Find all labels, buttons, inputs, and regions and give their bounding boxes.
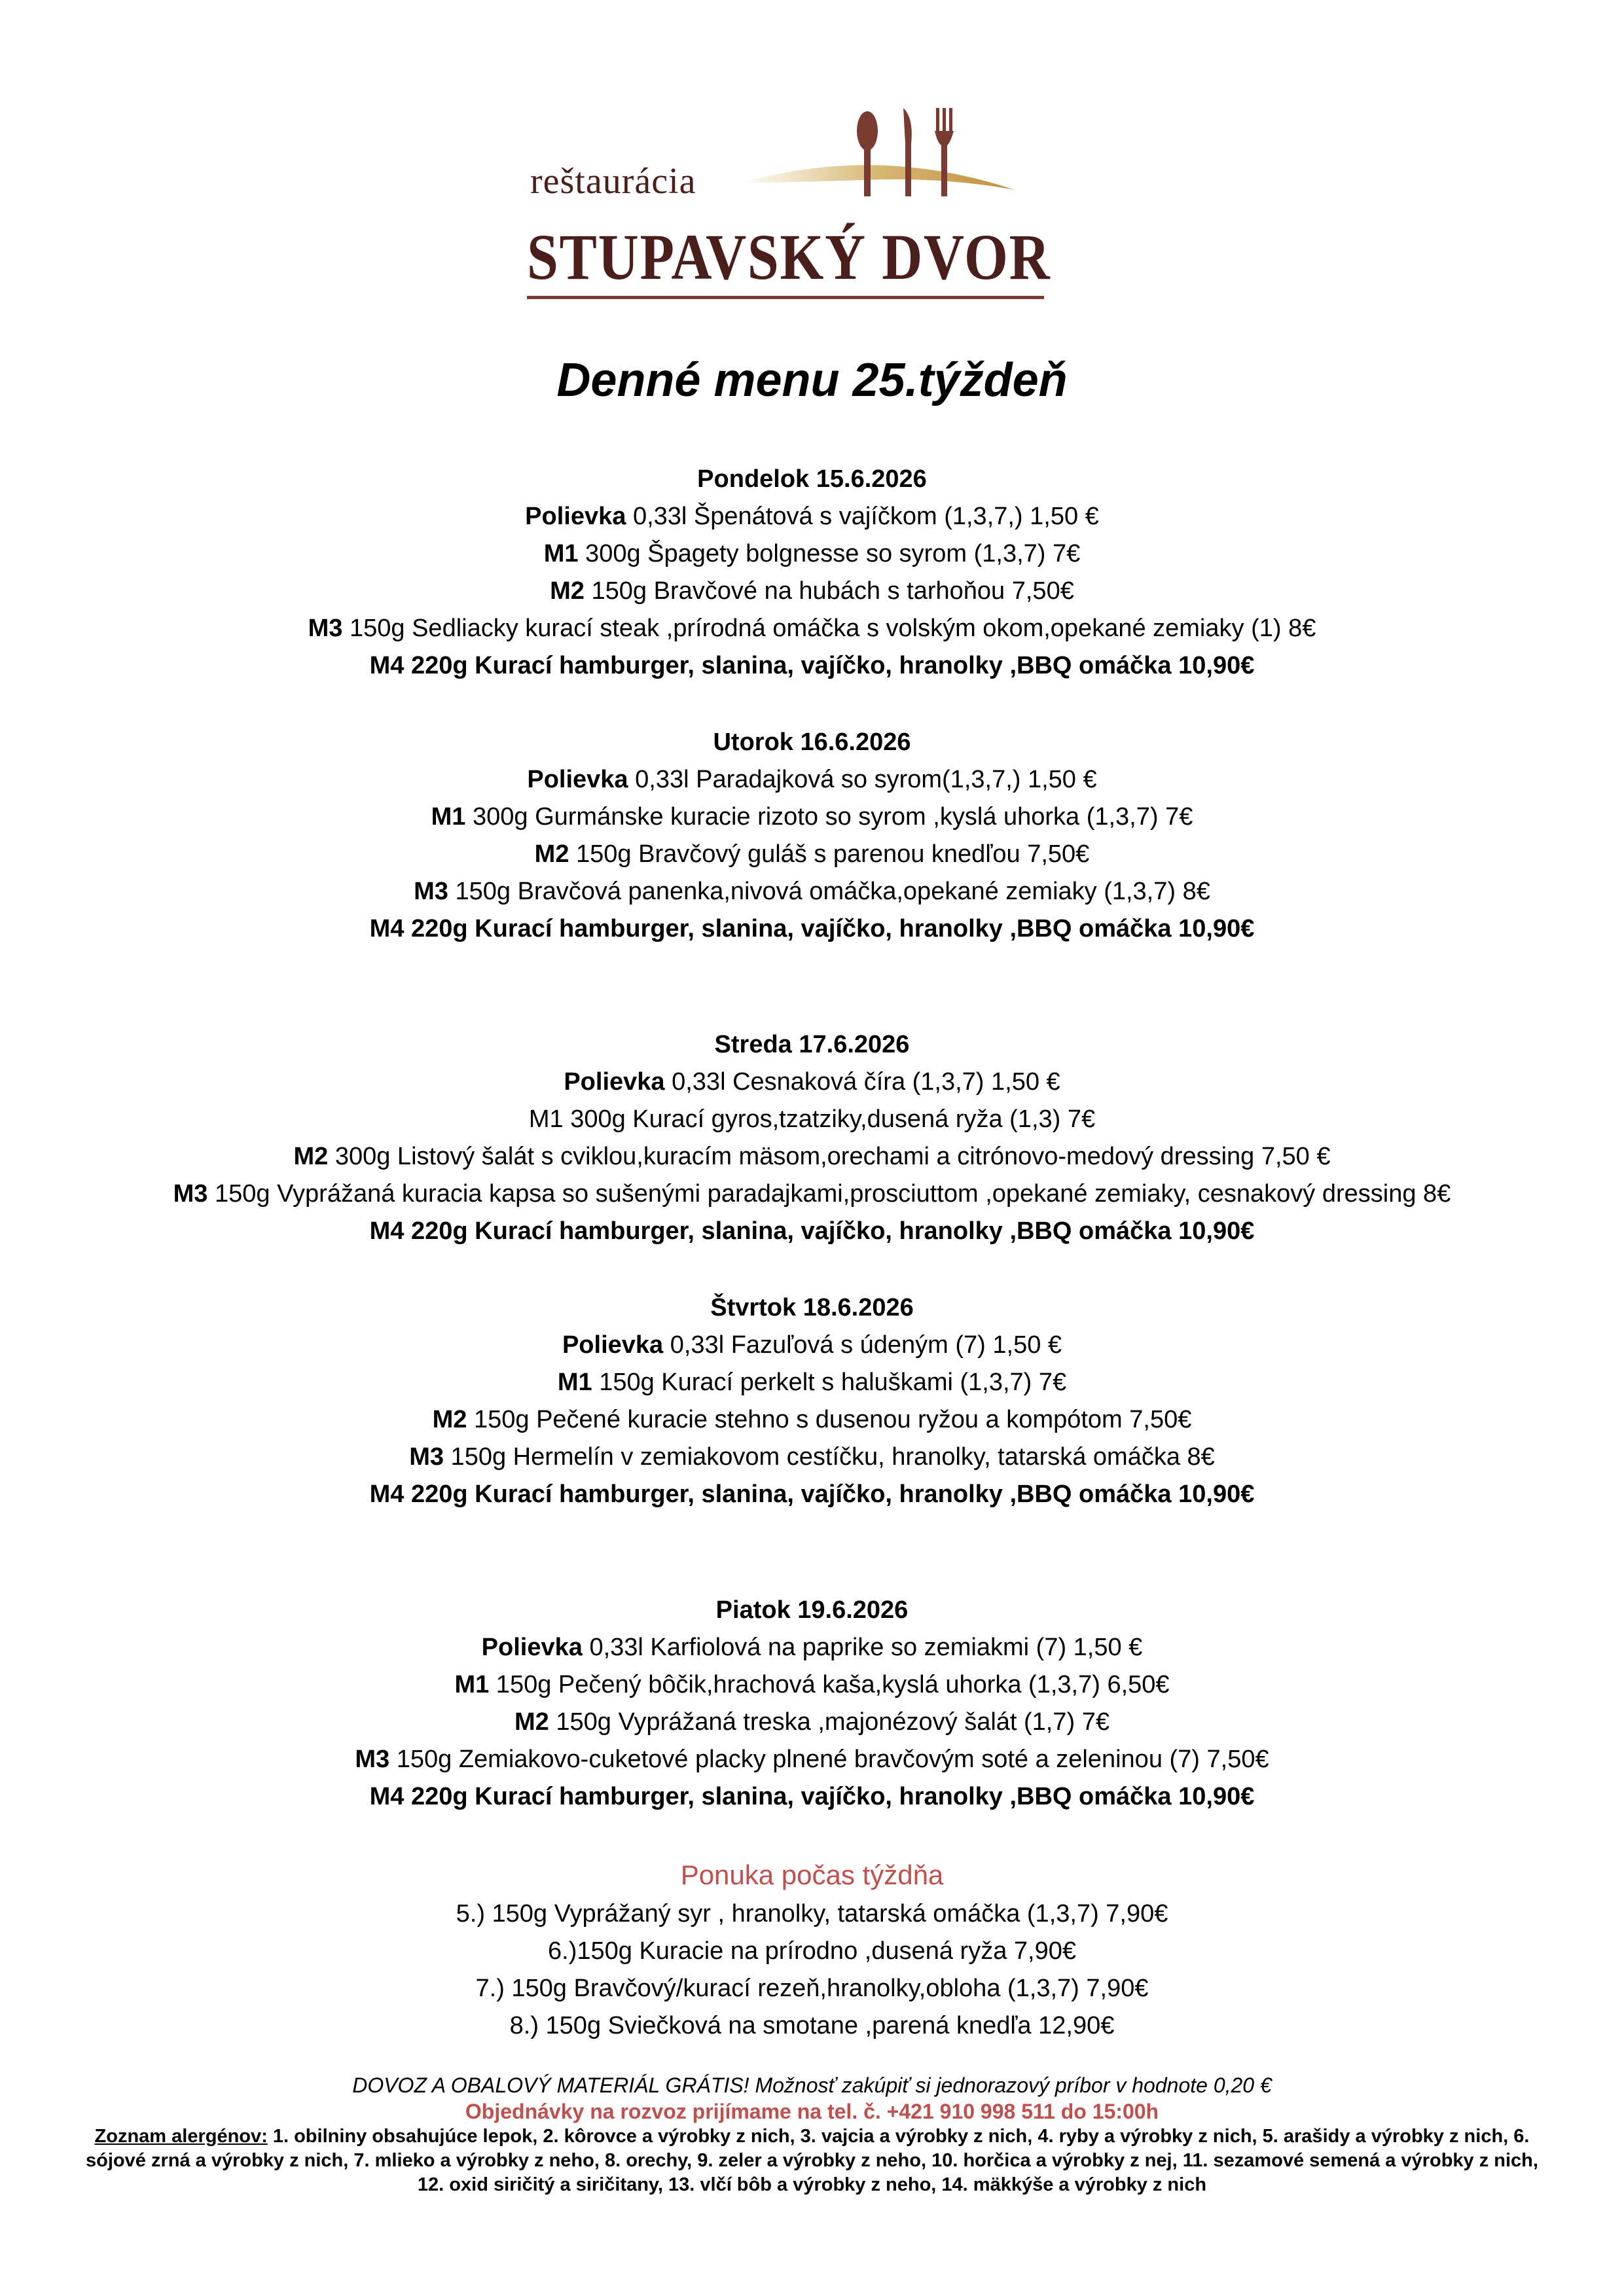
item-text: 300g Špagety bolgnesse so syrom (1,3,7) 7€ [578, 540, 1081, 567]
weekly-offer [0, 1855, 1624, 2045]
day-wednesday [0, 1026, 1624, 1250]
day-heading: Streda 17.6.2026 [714, 1031, 910, 1058]
menu-item [0, 1213, 1624, 1250]
menu-item [0, 798, 1624, 836]
menu-item [0, 1704, 1624, 1741]
item-text: 220g Kurací hamburger, slanina, vajíčko, hranolky ,BBQ omáčka 10,90€ [404, 1783, 1255, 1810]
menu-item [0, 1064, 1624, 1101]
item-text: 220g Kurací hamburger, slanina, vajíčko, hranolky ,BBQ omáčka 10,90€ [404, 652, 1255, 679]
item-label: M3 [414, 878, 448, 905]
item-label: Polievka [481, 1634, 583, 1661]
day-tuesday [0, 724, 1624, 948]
menu-item [0, 761, 1624, 798]
item-label: Polievka [527, 766, 628, 793]
weekly-item: 6.)150g Kuracie na prírodno ,dusená ryža 7,90€ [548, 1937, 1076, 1965]
item-label: M2 [514, 1708, 549, 1736]
weekly-offer-title: Ponuka počas týždňa [680, 1859, 944, 1890]
menu-item [0, 1476, 1624, 1513]
item-text: 220g Kurací hamburger, slanina, vajíčko, hranolky ,BBQ omáčka 10,90€ [404, 1217, 1255, 1245]
item-text: 150g Bravčový guláš s parenou knedľou 7,50€ [569, 840, 1090, 868]
item-text: 150g Vyprážaná treska ,majonézový šalát (1,7) 7€ [549, 1708, 1110, 1736]
item-label: M3 [308, 615, 343, 642]
menu-item [0, 610, 1624, 647]
item-label: M2 [432, 1406, 467, 1433]
day-heading: Štvrtok 18.6.2026 [710, 1294, 914, 1321]
menu-item [0, 1778, 1624, 1816]
menu-item [0, 1401, 1624, 1439]
item-text: 150g Kurací perkelt s haluškami (1,3,7) 7€ [592, 1369, 1067, 1396]
logo-name: STUPAVSKÝ DVOR [527, 221, 1051, 293]
daily-menu [0, 461, 1624, 2045]
day-heading: Utorok 16.6.2026 [713, 728, 911, 756]
item-label: M1 [454, 1671, 490, 1698]
item-text: 150g Sedliacky kurací steak ,prírodná omáčka s volským okom,opekané zemiaky (1) 8€ [342, 615, 1316, 642]
allergen-text: 1. obilniny obsahujúce lepok, 2. kôrovce a výrobky z nich, 3. vajcia a výrobky z nich, 4. ryby a výrobky z nich, 5. arašidy a výrobky z nich, 6. sójové zrná a výrobky z nich, 7. mlieko a výrobky z neho, 8. orechy, 9. zeler a výrobky z neho, 10. horčica a výrobky z nej, 11. sezamové semená a výrobky z nich, 12. oxid siričitý a siričitany, 13. vlčí bôb a výrobky z neho, 14. mäkkýše a výrobky z nich [86, 2126, 1538, 2195]
menu-item [0, 573, 1624, 610]
item-text: 150g Pečené kuracie stehno s dusenou ryžou a kompótom 7,50€ [467, 1406, 1192, 1433]
item-text: 300g Gurmánske kuracie rizoto so syrom ,kyslá uhorka (1,3,7) 7€ [465, 803, 1193, 831]
item-text: 0,33l Špenátová s vajíčkom (1,3,7,) 1,50 € [626, 503, 1099, 530]
day-monday [0, 461, 1624, 685]
order-phone-note: Objednávky na rozvoz prijímame na tel. č. +421 910 998 511 do 15:00h [465, 2100, 1159, 2123]
day-heading: Pondelok 15.6.2026 [697, 465, 927, 493]
item-text: 150g Vyprážaná kuracia kapsa so sušenými paradajkami,prosciuttom ,opekané zemiaky, cesnakový dressing 8€ [208, 1180, 1451, 1208]
restaurant-logo [524, 105, 1051, 308]
menu-item [0, 1327, 1624, 1364]
item-label: M2 [534, 840, 569, 868]
allergen-label: Zoznam alergénov: [94, 2126, 268, 2147]
item-label: M2 [550, 577, 585, 605]
item-label: M3 [409, 1443, 444, 1471]
item-label: M1 [543, 540, 579, 567]
item-label: M4 [369, 1217, 405, 1245]
item-text: 220g Kurací hamburger, slanina, vajíčko, hranolky ,BBQ omáčka 10,90€ [404, 915, 1255, 942]
item-text: 150g Zemiakovo-cuketové placky plnené bravčovým soté a zeleninou (7) 7,50€ [389, 1746, 1269, 1773]
item-label: M4 [369, 1480, 405, 1508]
item-label: M3 [355, 1746, 390, 1773]
weekly-item: 7.) 150g Bravčový/kurací rezeň,hranolky,obloha (1,3,7) 7,90€ [475, 1975, 1149, 2002]
menu-item [0, 1741, 1624, 1778]
item-text: M1 300g Kurací gyros,tzatziky,dusená ryža (1,3) 7€ [528, 1105, 1096, 1133]
item-label: M2 [293, 1143, 329, 1170]
weekly-item: 8.) 150g Sviečková na smotane ,parená knedľa 12,90€ [509, 2012, 1115, 2039]
item-label: M1 [431, 803, 466, 831]
footer [0, 2072, 1624, 2197]
menu-item [0, 535, 1624, 573]
menu-item [0, 1629, 1624, 1666]
item-text: 300g Listový šalát s cviklou,kuracím mäsom,orechami a citrónovo-medový dressing 7,50 € [328, 1143, 1331, 1170]
page-title: Denné menu 25.týždeň [556, 354, 1068, 406]
menu-item [0, 910, 1624, 948]
item-text: 150g Bravčová panenka,nivová omáčka,opekané zemiaky (1,3,7) 8€ [448, 878, 1210, 905]
item-text: 150g Bravčové na hubách s tarhoňou 7,50€ [584, 577, 1074, 605]
item-text: 220g Kurací hamburger, slanina, vajíčko, hranolky ,BBQ omáčka 10,90€ [404, 1480, 1255, 1508]
item-text: 0,33l Cesnaková číra (1,3,7) 1,50 € [664, 1068, 1060, 1096]
menu-item [0, 873, 1624, 910]
menu-item [0, 647, 1624, 685]
day-heading: Piatok 19.6.2026 [715, 1596, 909, 1624]
day-thursday [0, 1289, 1624, 1513]
item-text: 0,33l Karfiolová na paprike so zemiakmi (7) 1,50 € [582, 1634, 1143, 1661]
weekly-item: 5.) 150g Vyprážaný syr , hranolky, tatarská omáčka (1,3,7) 7,90€ [456, 1900, 1168, 1928]
item-text: 0,33l Paradajková so syrom(1,3,7,) 1,50 € [628, 766, 1097, 793]
item-text: 150g Hermelín v zemiakovom cestíčku, hranolky, tatarská omáčka 8€ [444, 1443, 1215, 1471]
menu-item [0, 1138, 1624, 1175]
item-label: M4 [369, 915, 405, 942]
item-label: Polievka [525, 503, 626, 530]
menu-item [0, 1364, 1624, 1401]
item-text: 150g Pečený bôčik,hrachová kaša,kyslá uhorka (1,3,7) 6,50€ [489, 1671, 1170, 1698]
menu-item [0, 1439, 1624, 1476]
item-label: M4 [369, 1783, 405, 1810]
item-text: 0,33l Fazuľová s údeným (7) 1,50 € [663, 1331, 1062, 1359]
menu-item [0, 836, 1624, 873]
item-label: M1 [557, 1369, 592, 1396]
day-friday [0, 1592, 1624, 1816]
menu-item [0, 1175, 1624, 1213]
logo-underline [527, 296, 1044, 299]
menu-item [0, 1666, 1624, 1704]
item-label: Polievka [564, 1068, 665, 1096]
menu-item [0, 498, 1624, 535]
delivery-note: DOVOZ A OBALOVÝ MATERIÁL GRÁTIS! Možnosť zakúpiť si jednorazový príbor v hodnote 0,20 € [352, 2073, 1272, 2097]
allergen-list [0, 2125, 1624, 2197]
item-label: Polievka [562, 1331, 664, 1359]
item-label: M4 [369, 652, 405, 679]
menu-item [0, 1101, 1624, 1138]
item-label: M3 [173, 1180, 208, 1208]
logo-subtitle: reštaurácia [530, 161, 696, 202]
